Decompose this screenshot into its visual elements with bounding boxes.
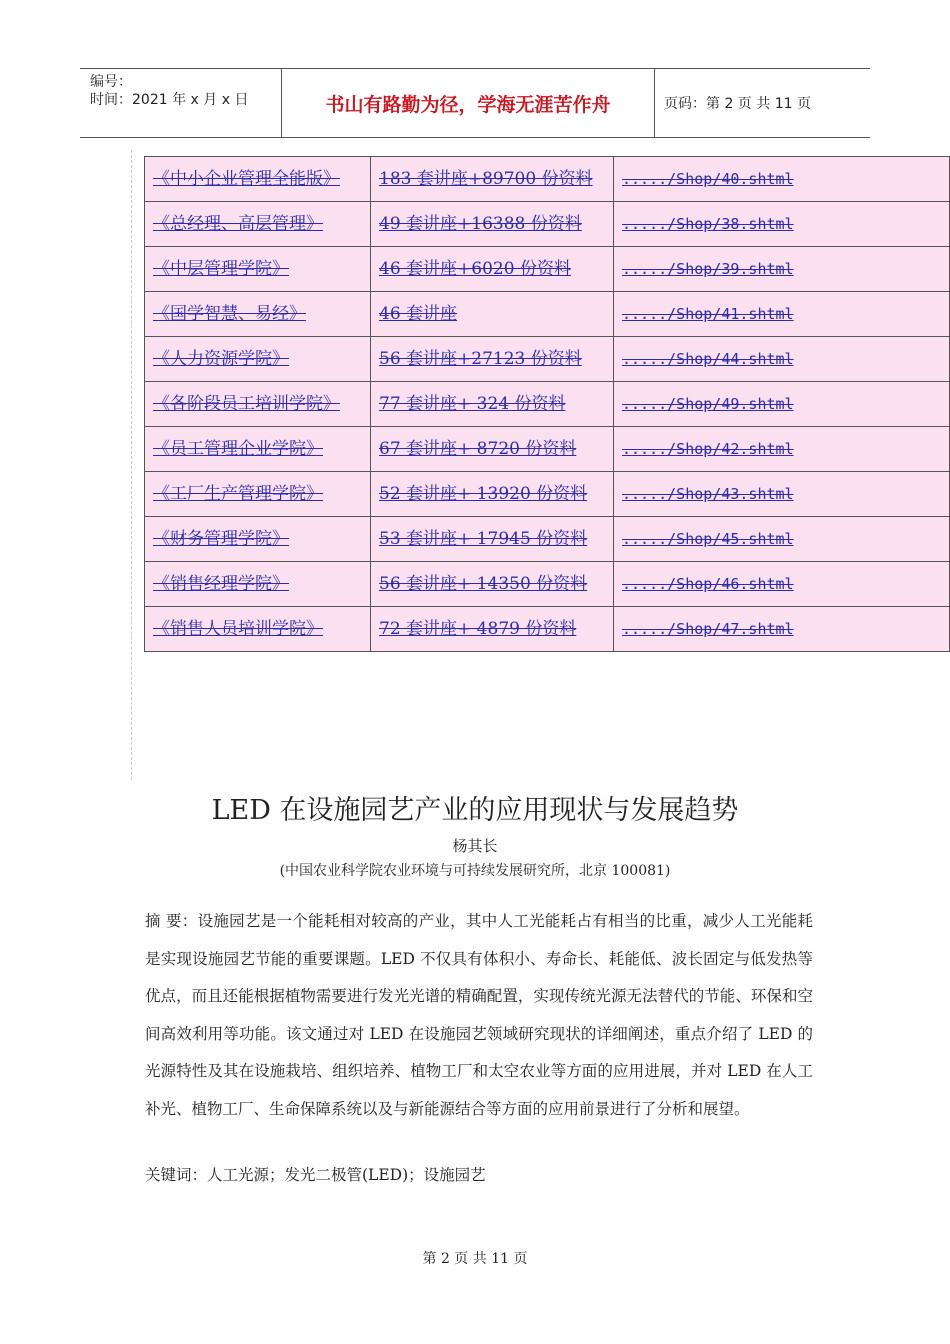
table-cell [371, 607, 614, 652]
course-url-link[interactable]: ...../Shop/39.shtml [622, 260, 794, 278]
table-row [145, 427, 950, 472]
table-cell [145, 202, 371, 247]
course-name-link[interactable]: 《员工管理企业学院》 [153, 439, 323, 459]
table-cell [371, 517, 614, 562]
course-content-link[interactable]: 46 套讲座 [379, 304, 458, 324]
course-content-link[interactable]: 56 套讲座+27123 份资料 [379, 349, 582, 369]
course-url-link[interactable]: ...../Shop/46.shtml [622, 575, 794, 593]
table-row [145, 472, 950, 517]
course-url-link[interactable]: ...../Shop/38.shtml [622, 215, 794, 233]
article-abstract: 摘 要：设施园艺是一个能耗相对较高的产业，其中人工光能耗占有相当的比重，减少人工光能耗是实现设施园艺节能的重要课题。LED 不仅具有体积小、寿命长、耗能低、波长固定与低发热等优点，而且还能根据植物需要进行发光光谱的精确配置，实现传统光源无法替代的节能、环保和空间高效利用等功能。该文通过对 LED 在设施园艺领域研究现状的详细阐述，重点介绍了 LED 的光源特性及其在设施栽培、组织培养、植物工厂和太空农业等方面的应用进展，并对 LED 在人工补光、植物工厂、生命保障系统以及与新能源结合等方面的应用前景进行了分析和展望。 [145, 912, 813, 1118]
table-row [145, 382, 950, 427]
table-cell [371, 157, 614, 202]
table-cell [614, 427, 950, 472]
table-row [145, 517, 950, 562]
table-cell [145, 517, 371, 562]
table-cell [371, 247, 614, 292]
header-meta [80, 69, 282, 137]
course-name-link[interactable]: 《销售人员培训学院》 [153, 619, 323, 639]
course-content-link[interactable]: 56 套讲座+ 14350 份资料 [379, 574, 588, 594]
table-cell [614, 607, 950, 652]
course-name-link[interactable]: 《销售经理学院》 [153, 574, 289, 594]
article-keywords: 关键词：人工光源；发光二极管(LED)；设施园艺 [145, 1166, 486, 1184]
course-content-link[interactable]: 72 套讲座+ 4879 份资料 [379, 619, 577, 639]
article-title: LED 在设施园艺产业的应用现状与发展趋势 [211, 795, 739, 826]
table-cell [145, 157, 371, 202]
course-name-link[interactable]: 《总经理、高层管理》 [153, 214, 323, 234]
table-cell [371, 202, 614, 247]
table-row [145, 292, 950, 337]
course-content-link[interactable]: 77 套讲座+ 324 份资料 [379, 394, 566, 414]
table-cell [614, 337, 950, 382]
table-cell [145, 247, 371, 292]
page-footer: 第 2 页 共 11 页 [422, 1251, 528, 1267]
table-cell [145, 382, 371, 427]
table-cell [614, 202, 950, 247]
table-cell [145, 562, 371, 607]
table-cell [371, 427, 614, 472]
course-url-link[interactable]: ...../Shop/45.shtml [622, 530, 794, 548]
page-header [80, 68, 870, 138]
table-cell [145, 472, 371, 517]
header-motto: 书山有路勤为径，学海无涯苦作舟 [282, 69, 655, 137]
table-cell [371, 292, 614, 337]
table-cell [614, 562, 950, 607]
course-name-link[interactable]: 《工厂生产管理学院》 [153, 484, 323, 504]
course-url-link[interactable]: ...../Shop/41.shtml [622, 305, 794, 323]
article-author: 杨其长 [452, 837, 498, 855]
course-table [144, 156, 950, 652]
table-cell [371, 562, 614, 607]
course-name-link[interactable]: 《中小企业管理全能版》 [153, 169, 340, 189]
time-label: 时间：2021 年 x 月 x 日 [90, 92, 249, 108]
course-name-link[interactable]: 《国学智慧、易经》 [153, 304, 306, 324]
table-cell [614, 382, 950, 427]
header-page-info: 页码：第 2 页 共 11 页 [664, 96, 811, 112]
article-affiliation: (中国农业科学院农业环境与可持续发展研究所，北京 100081) [279, 863, 671, 879]
table-cell [614, 517, 950, 562]
table-row [145, 337, 950, 382]
table-cell [145, 292, 371, 337]
course-name-link[interactable]: 《各阶段员工培训学院》 [153, 394, 340, 414]
table-row [145, 202, 950, 247]
table-cell [371, 472, 614, 517]
table-cell [371, 382, 614, 427]
table-cell [614, 157, 950, 202]
table-cell [614, 292, 950, 337]
course-url-link[interactable]: ...../Shop/47.shtml [622, 620, 794, 638]
course-url-link[interactable]: ...../Shop/49.shtml [622, 395, 794, 413]
course-url-link[interactable]: ...../Shop/43.shtml [622, 485, 794, 503]
table-cell [145, 427, 371, 472]
course-content-link[interactable]: 46 套讲座+6020 份资料 [379, 259, 571, 279]
table-row [145, 157, 950, 202]
table-row [145, 607, 950, 652]
table-row [145, 562, 950, 607]
course-name-link[interactable]: 《财务管理学院》 [153, 529, 289, 549]
table-cell [614, 472, 950, 517]
course-name-link[interactable]: 《中层管理学院》 [153, 259, 289, 279]
course-url-link[interactable]: ...../Shop/44.shtml [622, 350, 794, 368]
course-content-link[interactable]: 67 套讲座+ 8720 份资料 [379, 439, 577, 459]
course-url-link[interactable]: ...../Shop/42.shtml [622, 440, 794, 458]
margin-marker [131, 150, 133, 780]
course-content-link[interactable]: 183 套讲座+89700 份资料 [379, 169, 593, 189]
course-name-link[interactable]: 《人力资源学院》 [153, 349, 289, 369]
course-content-link[interactable]: 49 套讲座+16388 份资料 [379, 214, 582, 234]
table-cell [614, 247, 950, 292]
course-content-link[interactable]: 53 套讲座+ 17945 份资料 [379, 529, 588, 549]
table-cell [145, 607, 371, 652]
table-cell [371, 337, 614, 382]
number-label: 编号： [90, 74, 132, 90]
course-url-link[interactable]: ...../Shop/40.shtml [622, 170, 794, 188]
table-cell [145, 337, 371, 382]
course-content-link[interactable]: 52 套讲座+ 13920 份资料 [379, 484, 588, 504]
table-row [145, 247, 950, 292]
